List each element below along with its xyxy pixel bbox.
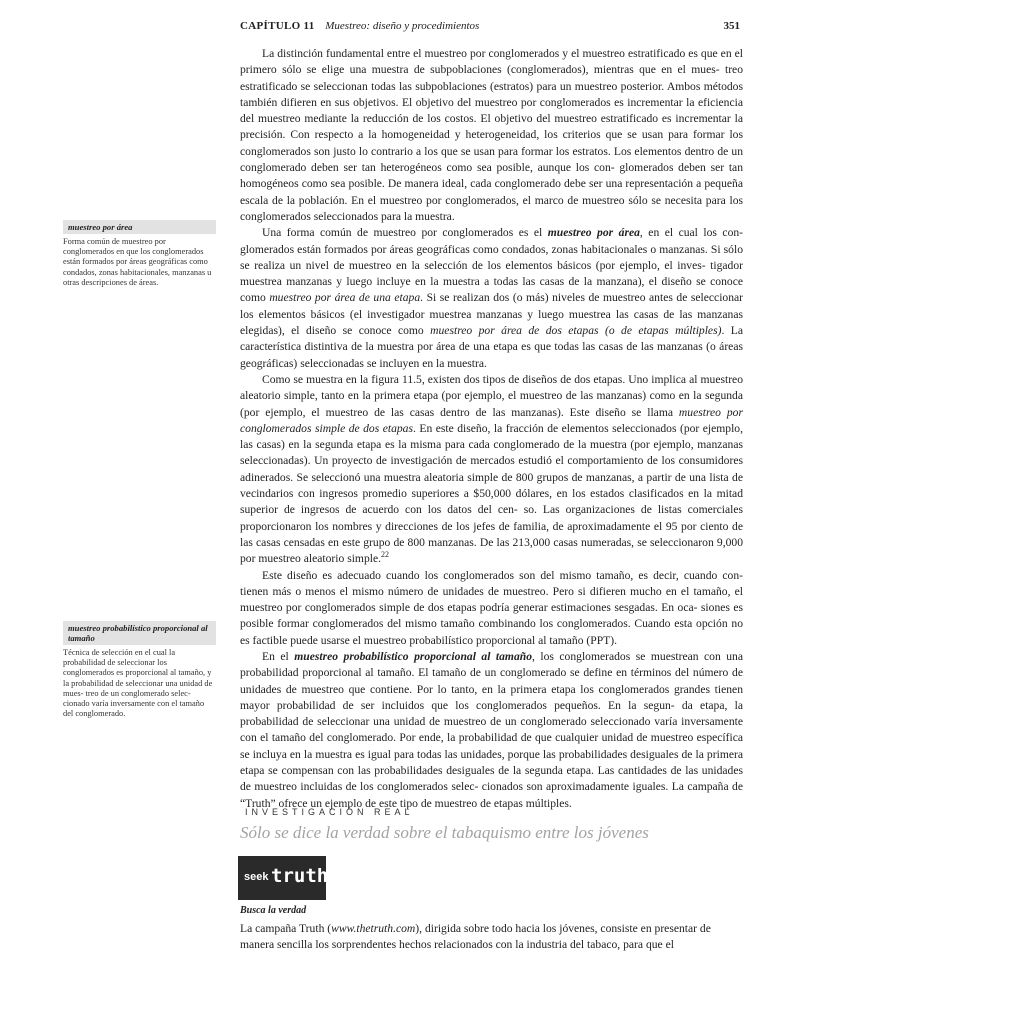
glossary-term: muestreo por área: [63, 220, 216, 234]
page-header: [240, 20, 740, 36]
inset-link[interactable]: www.thetruth.com: [331, 922, 416, 935]
paragraph: En el muestreo probabilístico proporcional al tamaño, los conglomerados se muestrean con una probabilidad proporcional al tamaño. El tamaño de un conglomerado se define en términos del número de unidades de muestreo que contiene. Por lo tanto, en la primera etapa los conglomerados grandes tienen mayor probabilidad de ser incluidos que los conglomerados pequeños. En la segun- da etapa, la probabilidad de seleccionar una unidad de muestreo de un conglomerado seleccionado varía inversamente con el tamaño del conglomerado. Por ende, la probabilidad de que cualquier unidad de muestreo específica se incluya en la muestra es igual para todas las unidades, porque las probabilidades desiguales de la primera etapa se compensan con las probabilidades desiguales de la segunda etapa. Las cantidades de las unidades de muestreo incluidas de los conglomerados selec- cionados son aproximadamente iguales. La campaña de “Truth” ofrece un ejemplo de este tipo de muestreo de etapas múltiples.: [240, 649, 743, 810]
inset-label: INVESTIGACIÓN REAL: [245, 807, 414, 817]
paragraph: Como se muestra en la figura 11.5, existen dos tipos de diseños de dos etapas. Uno implica al muestreo aleatorio simple, tanto en la primera etapa (por ejemplo, el muestreo de las manzanas) como en la segunda (por ejemplo, el muestreo de las casas dentro de las manzanas). Este diseño se llama muestreo por conglomerados simple de dos etapas. En este diseño, la fracción de elementos seleccionados (por ejemplo, las casas) en la segunda etapa es la misma para cada conglomerado de la muestra (por ejemplo, manzanas seleccionadas). Un proyecto de investigación de mercados estudió el comportamiento de los consumidores adinerados. Se seleccionó una muestra aleatoria simple de 800 grupos de manzanas, a partir de una lista de vecindarios con ingresos promedio superiores a $50,000 dólares, en los estados clasificados en la mitad superior de ingresos de acuerdo con los datos del cen- so. Las organizaciones de listas comerciales proporcionaron los nombres y direcciones de los jefes de familia, de aproximadamente el 95 por ciento de las casas censadas en este grupo de 800 manzanas. De las 213,000 casas numeradas, se seleccionaron 9,000 por muestreo aleatorio simple.$^{22}$: [240, 372, 743, 566]
margin-glossary-pps-sampling: [63, 621, 216, 719]
paragraph: La distinción fundamental entre el muestreo por conglomerados y el muestreo estratificado es que en el primero sólo se elige una muestra de subpoblaciones (conglomerados), mientras que en el mues- treo estratificado se seleccionan todas las subpoblaciones (estratos) para un muestreo posterior. Ambos métodos también difieren en sus objetivos. El objetivo del muestreo por conglomerados es incrementar la eficiencia del muestreo mediante la reducción de los costos. El objetivo del muestreo estratificado es incrementar la precisión. Con respecto a la homogeneidad y heterogeneidad, los criterios que se usan para formar los conglomerados son justo lo contrario a los que se usan para formar los estratos. Los elementos dentro de un conglomerado deben ser tan heterogéneos como sea posible, aunque los con- glomerados deben ser tan homogéneos como sea posible. De manera ideal, cada conglomerado debe ser una representación a pequeña escala de la población. En el muestreo por conglomerados, el marco de muestreo sólo se necesita para los conglomerados seleccionados para la muestra.: [240, 47, 743, 223]
logo-word-truth: truth: [271, 865, 329, 887]
chapter-subtitle: Muestreo: diseño y procedimientos: [325, 20, 480, 32]
page-number: 351: [723, 20, 740, 32]
chapter-label: CAPÍTULO 11: [240, 20, 315, 32]
emphasis: muestreo por área de dos etapas (o de etapas múltiples): [430, 324, 722, 338]
key-term: muestreo probabilístico proporcional al tamaño: [294, 649, 532, 663]
key-term: muestreo por área: [547, 226, 640, 240]
seek-truth-logo: [238, 856, 329, 900]
inset-title: Sólo se dice la verdad sobre el tabaquismo entre los jóvenes: [240, 823, 649, 842]
paragraph: Una forma común de muestreo por conglomerados es el muestreo por área, en el cual los con- glomerados están formados por áreas geográficas como condados, zonas habitacionales o manzanas. Si sólo se realiza un nivel de muestreo en la selección de los elementos básicos (por ejemplo, el inves- tigador muestrea manzanas y luego incluye en la muestra a todas las casas de la manzana), el diseño se conoce como muestreo por área de una etapa. Si se realizan dos (o más) niveles de muestreo antes de seleccionar los elementos básicos (el investigador muestrea manzanas y luego muestrea las casas de las manzanas elegidas), el diseño se conoce como muestreo por área de dos etapas (o de etapas múltiples). La característica distintiva de la muestra por área de una etapa es que todas las casas de las manzanas (o áreas geográficas) seleccionadas se incluyen en la muestra.: [240, 226, 744, 370]
logo-word-seek: seek: [244, 871, 269, 883]
margin-glossary-area-sampling: [63, 220, 216, 288]
emphasis: muestreo por conglomerados simple de dos etapas: [240, 405, 743, 435]
glossary-definition: Forma común de muestreo por conglomerados en que los conglomerados están formados por áreas geográficas como condados, zonas habitacionales, manzanas u otras descripciones de áreas.: [63, 237, 212, 287]
paragraph: Este diseño es adecuado cuando los conglomerados son del mismo tamaño, es decir, cuando con- tienen más o menos el mismo número de unidades de muestreo. Pero si difieren mucho en el tamaño, el muestreo por conglomerados simple de dos etapas podría generar estimaciones sesgadas. En oca- siones es posible formar conglomerados del mismo tamaño combinando los conglomerados. Cuando esta opción no es factible puede usarse el muestreo probabilístico proporcional al tamaño (PPT).: [240, 568, 743, 647]
glossary-term: muestreo probabilístico proporcional al tamaño: [63, 621, 216, 645]
inset-body: La campaña Truth (www.thetruth.com), dirigida sobre todo hacia los jóvenes, consiste en presentar de manera sencilla los sorprendentes hechos relacionados con la industria del tabaco, para que el: [240, 922, 711, 952]
footnote-ref[interactable]: 22: [381, 550, 390, 560]
inset-caption: Busca la verdad: [240, 905, 307, 916]
main-text: [240, 46, 743, 812]
glossary-definition: Técnica de selección en el cual la probabilidad de seleccionar los conglomerados es proporcional al tamaño, y la probabilidad de seleccionar una unidad de mues- treo de un conglomerado selec- cionado varía inversamente con el tamaño del conglomerado.: [63, 648, 213, 719]
emphasis: muestreo por área de una etapa: [269, 291, 421, 305]
